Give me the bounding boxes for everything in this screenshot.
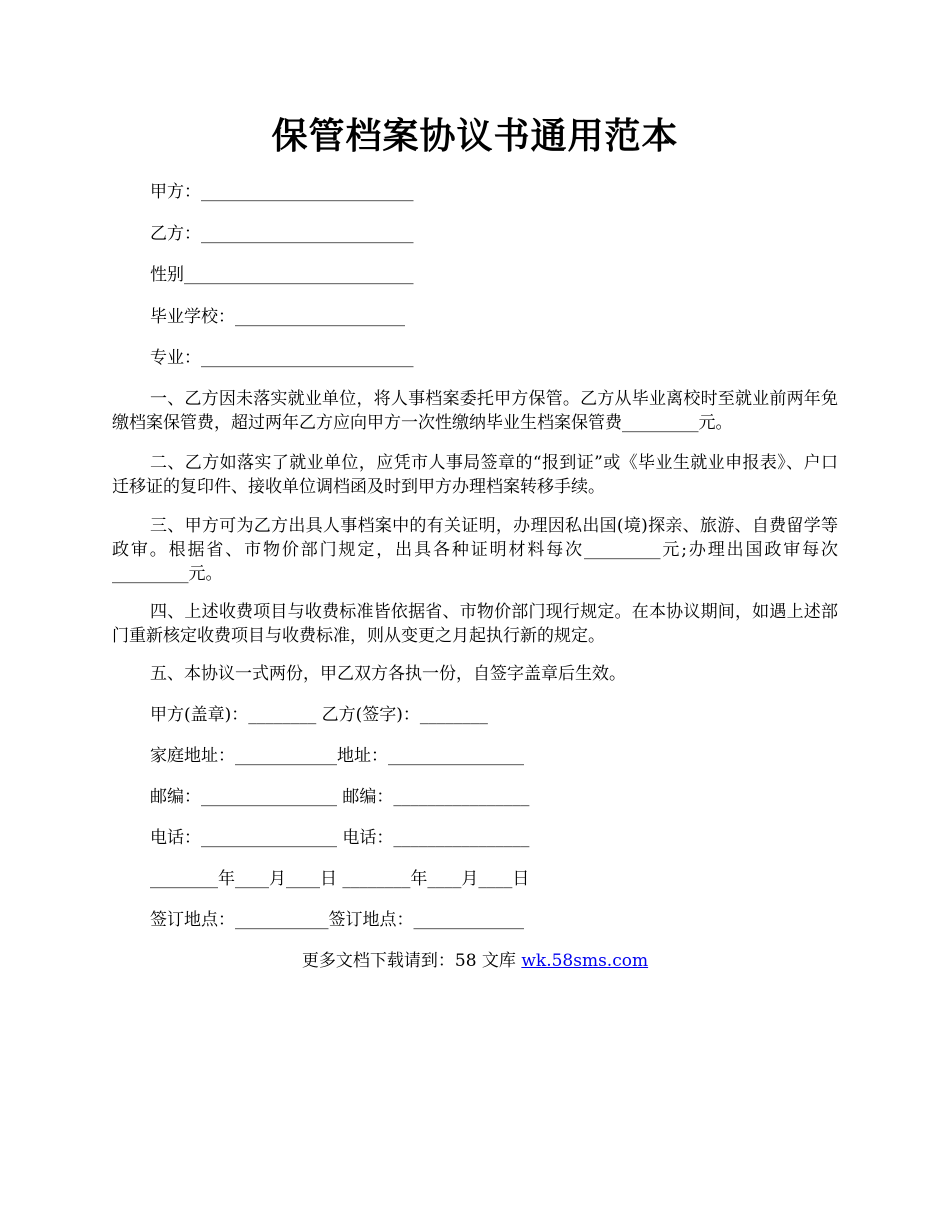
footer-text: 更多文档下载请到：58 文库 xyxy=(301,951,522,971)
clause-2: 二、乙方如落实了就业单位，应凭市人事局签章的“报到证”或《毕业生就业申报表》、户口迁移证的复印件、接收单位调档函及时到甲方办理档案转移手续。 xyxy=(112,453,838,497)
party-a-field: 甲方：_________________________ xyxy=(150,182,414,202)
document-title: 保管档案协议书通用范本 xyxy=(271,115,679,157)
signing-place-line: 签订地点：___________签订地点：_____________ xyxy=(150,910,524,930)
clause-5: 五、本协议一式两份，甲乙双方各执一份，自签字盖章后生效。 xyxy=(150,664,626,684)
major-field: 专业：_________________________ xyxy=(150,348,414,368)
zip-code-line: 邮编：________________ 邮编：________________ xyxy=(150,787,530,807)
seal-signature-line: 甲方(盖章)：________ 乙方(签字)：________ xyxy=(150,705,488,725)
clause-4: 四、上述收费项目与收费标准皆依据省、市物价部门现行规定。在本协议期间，如遇上述部门重新核定收费项目与收费标准，则从变更之月起执行新的规定。 xyxy=(112,602,838,646)
footer xyxy=(0,949,950,973)
date-line: ________年____月____日 ________年____月____日 xyxy=(150,869,530,889)
phone-line: 电话：________________ 电话：________________ xyxy=(150,828,530,848)
clause-1: 一、乙方因未落实就业单位，将人事档案委托甲方保管。乙方从毕业离校时至就业前两年免缴档案保管费，超过两年乙方应向甲方一次性缴纳毕业生档案保管费_________元。 xyxy=(112,389,838,433)
clause-3: 三、甲方可为乙方出具人事档案中的有关证明，办理因私出国(境)探亲、旅游、自费留学等政审。根据省、市物价部门规定，出具各种证明材料每次_________元;办理出国政审每次_________元。 xyxy=(112,516,838,584)
gender-field: 性别___________________________ xyxy=(150,265,414,285)
party-b-field: 乙方：_________________________ xyxy=(150,224,414,244)
footer-link[interactable]: wk.58sms.com xyxy=(521,951,649,971)
school-field: 毕业学校：____________________ xyxy=(150,307,405,327)
address-line: 家庭地址：____________地址：________________ xyxy=(150,746,524,766)
